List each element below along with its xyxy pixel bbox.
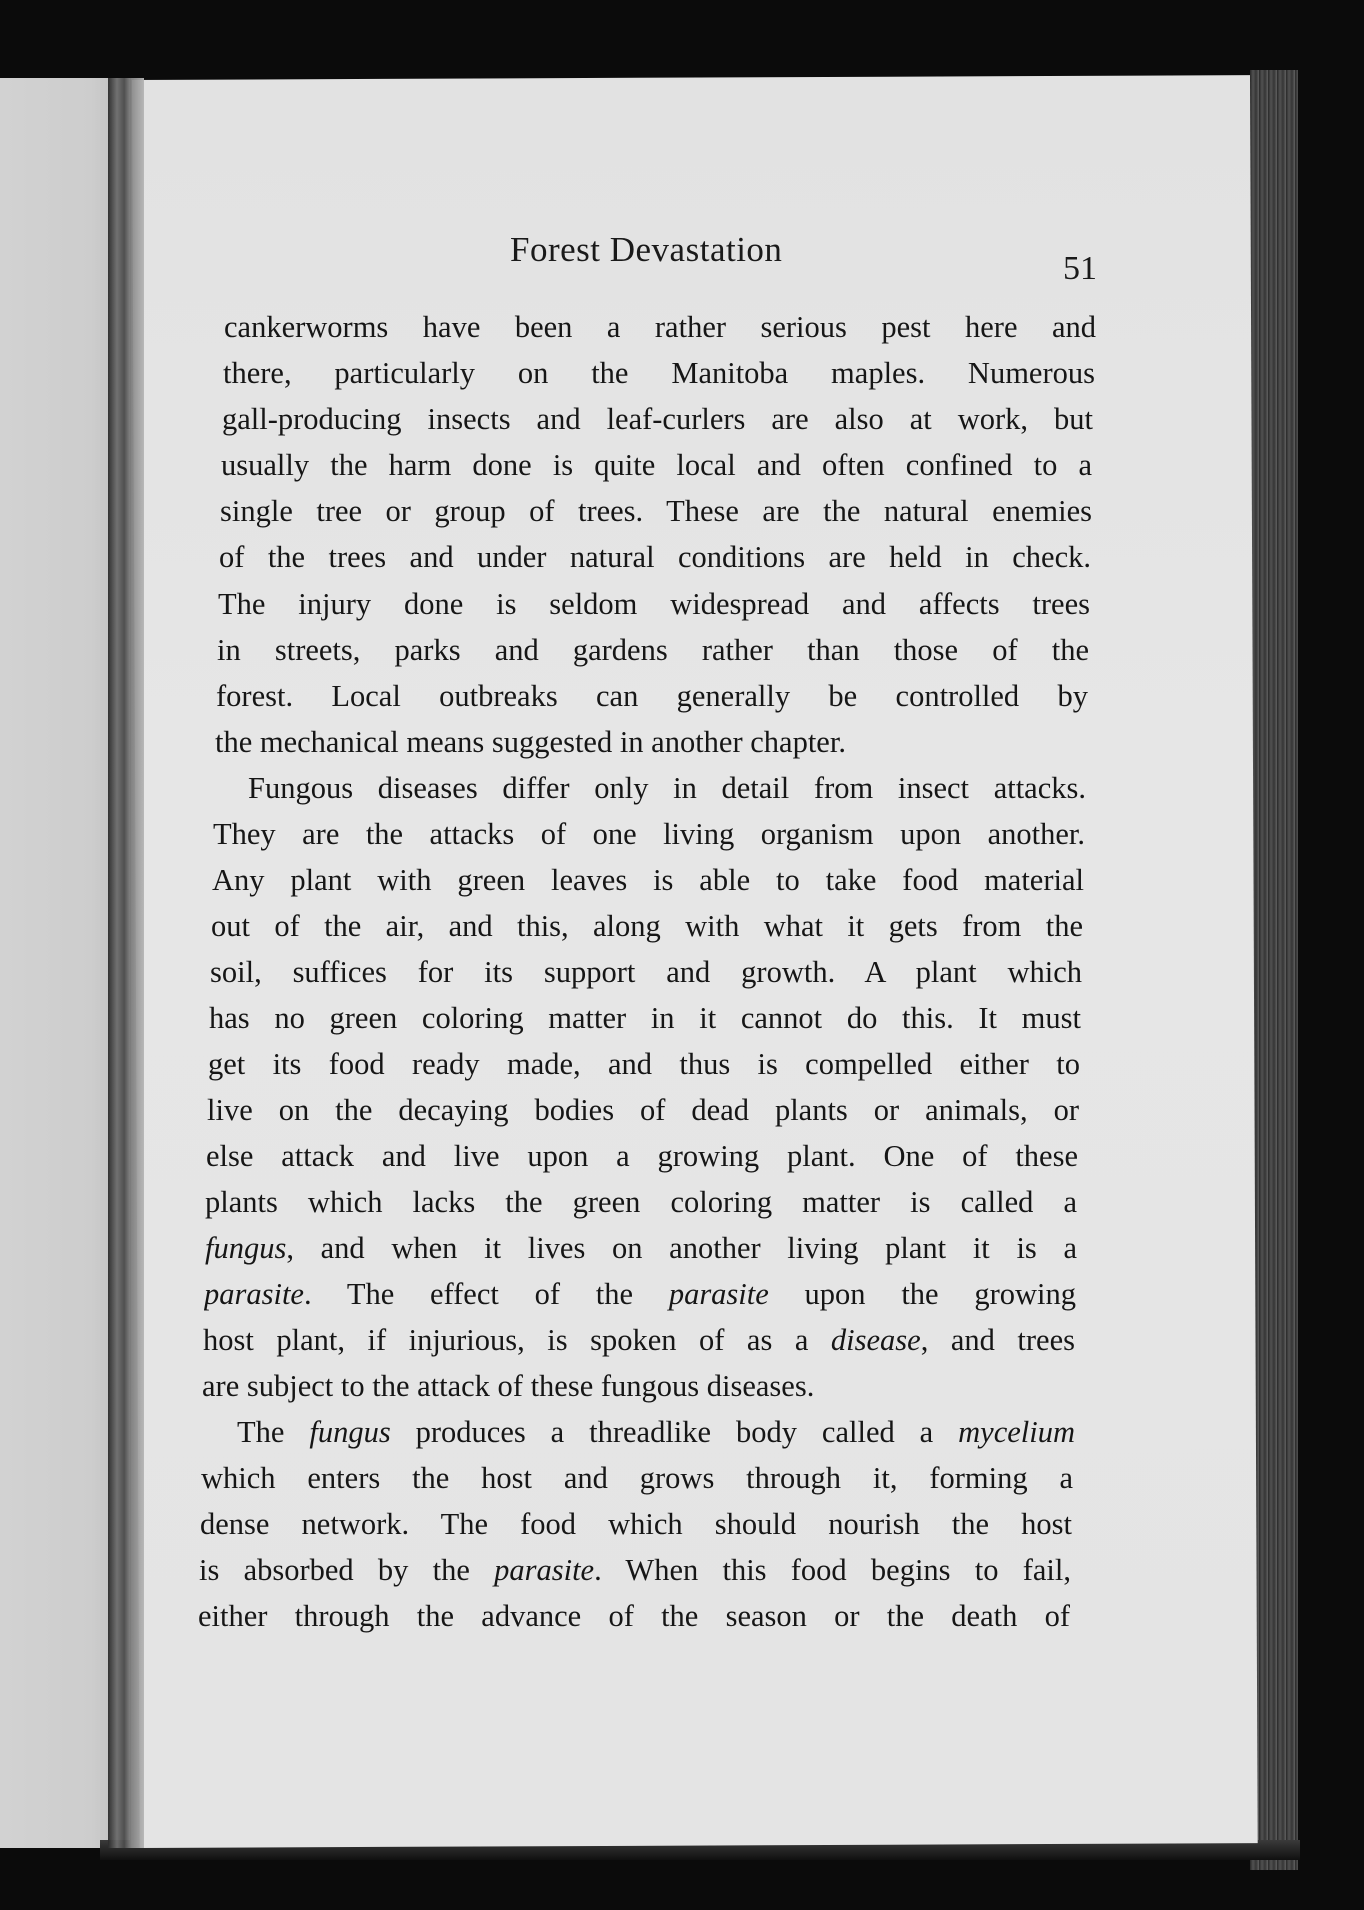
text-line: host plant, if injurious, is spoken of as a disease, and trees	[203, 1323, 1075, 1357]
text-line: is absorbed by the parasite. When this food begins to fail,	[199, 1553, 1071, 1587]
text-line: dense network. The food which should nourish the host	[200, 1507, 1072, 1541]
text-line: cankerworms have been a rather serious pest here and	[224, 310, 1096, 344]
text-line: usually the harm done is quite local and often confined to a	[221, 448, 1092, 482]
text-line: gall-producing insects and leaf-curlers are also at work, but	[222, 402, 1093, 436]
text-line: in streets, parks and gardens rather than those of the	[217, 633, 1089, 667]
text-line: are subject to the attack of these fungous diseases.	[202, 1369, 815, 1403]
binding-gutter-shadow	[108, 78, 144, 1848]
text-line: forest. Local outbreaks can generally be controlled by	[216, 679, 1088, 713]
text-line: has no green coloring matter in it cannot do this. It must	[209, 1001, 1081, 1035]
text-line: which enters the host and grows through it, forming a	[201, 1461, 1073, 1495]
text-line: Any plant with green leaves is able to take food material	[212, 863, 1084, 897]
text-line: there, particularly on the Manitoba maples. Numerous	[223, 356, 1095, 390]
text-line: the mechanical means suggested in another chapter.	[215, 725, 846, 759]
text-line: soil, suffices for its support and growth. A plant which	[210, 955, 1082, 989]
text-line: plants which lacks the green coloring matter is called a	[205, 1185, 1077, 1219]
text-line: single tree or group of trees. These are the natural enemies	[220, 494, 1092, 528]
text-line: either through the advance of the season or the death of	[198, 1599, 1070, 1633]
text-line: They are the attacks of one living organism upon another.	[213, 817, 1085, 851]
text-line: live on the decaying bodies of dead plants or animals, or	[207, 1093, 1079, 1127]
text-line: out of the air, and this, along with what it gets from the	[211, 909, 1083, 943]
text-line: get its food ready made, and thus is compelled either to	[208, 1047, 1080, 1081]
text-line: of the trees and under natural conditions are held in check.	[219, 540, 1091, 574]
paragraph-first-line: The fungus produces a threadlike body called a mycelium	[237, 1415, 1075, 1449]
running-title: Forest Devastation	[510, 230, 783, 269]
text-line: fungus, and when it lives on another living plant it is a	[205, 1231, 1077, 1265]
page-number: 51	[1063, 250, 1097, 287]
text-line: The injury done is seldom widespread and affects trees	[218, 587, 1090, 621]
paragraph-first-line: Fungous diseases differ only in detail from insect attacks.	[248, 771, 1086, 805]
text-line: parasite. The effect of the parasite upon the growing	[204, 1277, 1076, 1311]
book-right-edge	[1250, 70, 1298, 1870]
text-line: else attack and live upon a growing plant. One of these	[206, 1139, 1078, 1173]
